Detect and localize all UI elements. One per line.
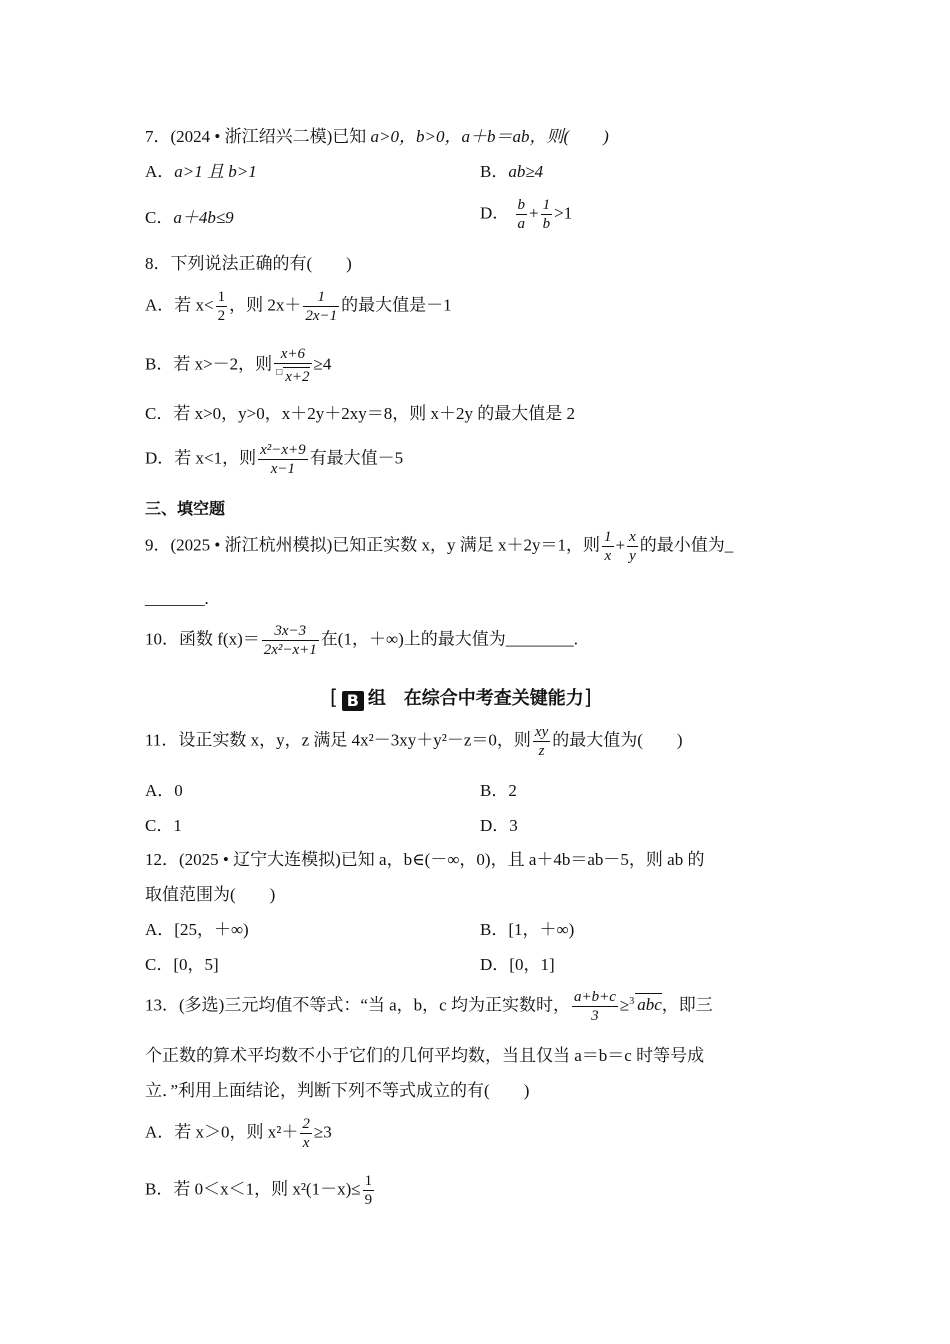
group-b-open-bracket: [ (330, 685, 338, 709)
group-b-title: 组 在综合中考查关键能力 (367, 688, 584, 709)
q13-pre: 13．(多选)三元均值不等式：“当 a，b，c 均为正实数时， (145, 995, 570, 1015)
q8-b-num: x+6 (274, 345, 311, 364)
q13-a-den: x (302, 1135, 310, 1151)
q11-option-b: B．2 (480, 781, 517, 800)
q7-condition: a>0，b>0，a＋b＝ab，则( ) (370, 127, 609, 146)
q13-stem-line3: 立．”利用上面结论，判断下列不等式成立的有( ) (145, 1081, 530, 1100)
q8-a-mid: ，则 2x＋ (229, 295, 302, 315)
q13-root-index: 3 (629, 995, 635, 1007)
q11-post: 的最大值为( ) (552, 730, 683, 750)
q8-b-den: x+2 (285, 369, 310, 385)
q8-option-d (145, 441, 403, 478)
q7-d-rest: >1 (554, 203, 573, 223)
q8-a-n2: 1 (303, 288, 339, 307)
q9-d2: y (629, 548, 636, 564)
q7-option-a-text: a>1 且 b>1 (174, 162, 257, 181)
q7-d-plus: + (529, 203, 539, 223)
q13-b-num: 1 (364, 1173, 373, 1189)
q7-stem-text: 已知 (332, 127, 367, 146)
q8-b-root-index: □ (276, 367, 283, 378)
q10-post: 在(1，＋∞)上的最大值为________. (320, 629, 578, 649)
q8-d-post: 有最大值－5 (309, 448, 404, 468)
q12-option-b: B．[1，＋∞) (480, 920, 575, 939)
q8-option-c: C．若 x>0，y>0，x＋2y＋2xy＝8，则 x＋2y 的最大值是 2 (145, 404, 576, 423)
q8-stem: 8．下列说法正确的有( ) (145, 254, 352, 273)
q8-a-n1: 1 (217, 289, 226, 305)
q8-a-post: 的最大值是－1 (341, 295, 452, 315)
q10-pre: 10．函数 f(x)＝ (145, 629, 260, 649)
q7-stem (145, 126, 609, 148)
q7-option-c-label: C． (145, 208, 174, 227)
q13-option-a (145, 1115, 332, 1152)
q7-option-b (480, 161, 543, 183)
q9-n1: 1 (604, 529, 612, 545)
q11-den: z (538, 743, 545, 759)
q13-stem-line1 (145, 988, 713, 1025)
q8-d-fraction (258, 441, 308, 478)
q13-a-num: 2 (302, 1116, 310, 1132)
group-b-close-bracket: ] (583, 685, 592, 709)
q12-stem-line1: 12．(2025 • 辽宁大连模拟)已知 a，b∈(－∞，0)，且 a＋4b＝ab－5，则 ab 的 (145, 850, 705, 869)
q11-option-a: A．0 (145, 781, 183, 800)
q11-stem (145, 723, 683, 760)
q8-a-fraction-1 (216, 288, 228, 325)
q8-b-post: ≥4 (313, 354, 332, 374)
q13-a-pre: A．若 x＞0，则 x²＋ (145, 1122, 299, 1142)
q7-d-fraction-1 (516, 196, 528, 233)
q8-d-pre: D．若 x<1，则 (145, 448, 257, 468)
q7-option-b-label: B． (480, 162, 509, 181)
q7-d-den2: b (542, 216, 551, 232)
q13-fraction (572, 988, 618, 1025)
q12-stem-line2: 取值范围为( ) (145, 885, 276, 904)
q12-option-c: C．[0，5] (145, 955, 219, 974)
q8-a-pre: A．若 x< (145, 295, 214, 315)
q12-option-a: A．[25，＋∞) (145, 920, 249, 939)
q7-option-c (145, 207, 234, 229)
q13-a-fraction (300, 1115, 312, 1152)
q10-den: 2x²−x+1 (263, 642, 317, 658)
q13-den: 3 (591, 1008, 599, 1024)
group-b-header (330, 685, 592, 711)
q11-pre: 11．设正实数 x，y，z 满足 4x²－3xy＋y²－z＝0，则 (145, 730, 531, 750)
q11-fraction (533, 723, 550, 760)
q11-num: xy (534, 724, 549, 740)
q9-d1: x (604, 548, 612, 564)
q8-d-num: x²−x+9 (260, 442, 306, 458)
q8-a-d1: 2 (217, 308, 226, 324)
q10-stem (145, 622, 578, 659)
group-b-badge: B (342, 691, 364, 711)
q13-num: a+b+c (573, 989, 616, 1005)
q7-option-b-text: ab≥4 (508, 162, 544, 181)
q7-option-d (480, 196, 572, 233)
q13-geq: ≥ (619, 995, 630, 1015)
q7-option-a (145, 161, 257, 183)
q7-source: (2024 • 浙江绍兴二模) (170, 127, 333, 146)
q13-b-den: 9 (364, 1192, 373, 1208)
q8-option-b (145, 345, 331, 386)
q8-a-d2: 2x−1 (305, 308, 338, 324)
q13-post: ，即三 (661, 995, 713, 1015)
q9-post: 的最小值为_ (639, 535, 734, 555)
q8-b-fraction (274, 345, 311, 386)
q7-d-num2: 1 (542, 197, 551, 213)
q7-d-fraction-2 (541, 196, 553, 233)
q9-answer-blank: _______. (145, 589, 209, 608)
q8-b-pre: B．若 x>－2，则 (145, 354, 273, 374)
q13-stem-line2: 个正数的算术平均数不小于它们的几何平均数，当且仅当 a＝b＝c 时等号成 (145, 1046, 705, 1065)
q13-root-arg: abc (637, 995, 662, 1015)
q12-option-d: D．[0，1] (480, 955, 555, 974)
q9-pre: 9．(2025 • 浙江杭州模拟)已知正实数 x，y 满足 x＋2y＝1，则 (145, 535, 601, 555)
q8-a-fraction-2 (303, 288, 339, 325)
q10-fraction (262, 622, 319, 659)
q7-option-a-label: A． (145, 162, 175, 181)
q13-b-fraction (363, 1172, 375, 1209)
q7-number: 7． (145, 127, 171, 146)
q7-option-c-text: a＋4b≤9 (173, 208, 234, 227)
q13-a-post: ≥3 (313, 1122, 332, 1142)
q9-stem (145, 528, 733, 565)
q7-option-d-label: D． (480, 203, 510, 223)
q11-option-d: D．3 (480, 816, 518, 835)
q9-plus: + (615, 535, 626, 555)
q9-n2: x (629, 529, 636, 545)
q13-b-pre: B．若 0＜x＜1，则 x²(1－x)≤ (145, 1179, 361, 1199)
q11-option-c: C．1 (145, 816, 182, 835)
q10-num: 3x−3 (262, 622, 319, 641)
q8-d-den: x−1 (270, 461, 296, 477)
q8-option-a (145, 288, 452, 325)
q13-option-b (145, 1172, 376, 1209)
q7-d-den1: a (517, 216, 526, 232)
section-heading: 三、填空题 (145, 499, 226, 518)
q9-fraction-1 (602, 528, 614, 565)
q7-d-num1: b (517, 197, 526, 213)
q9-fraction-2 (627, 528, 638, 565)
